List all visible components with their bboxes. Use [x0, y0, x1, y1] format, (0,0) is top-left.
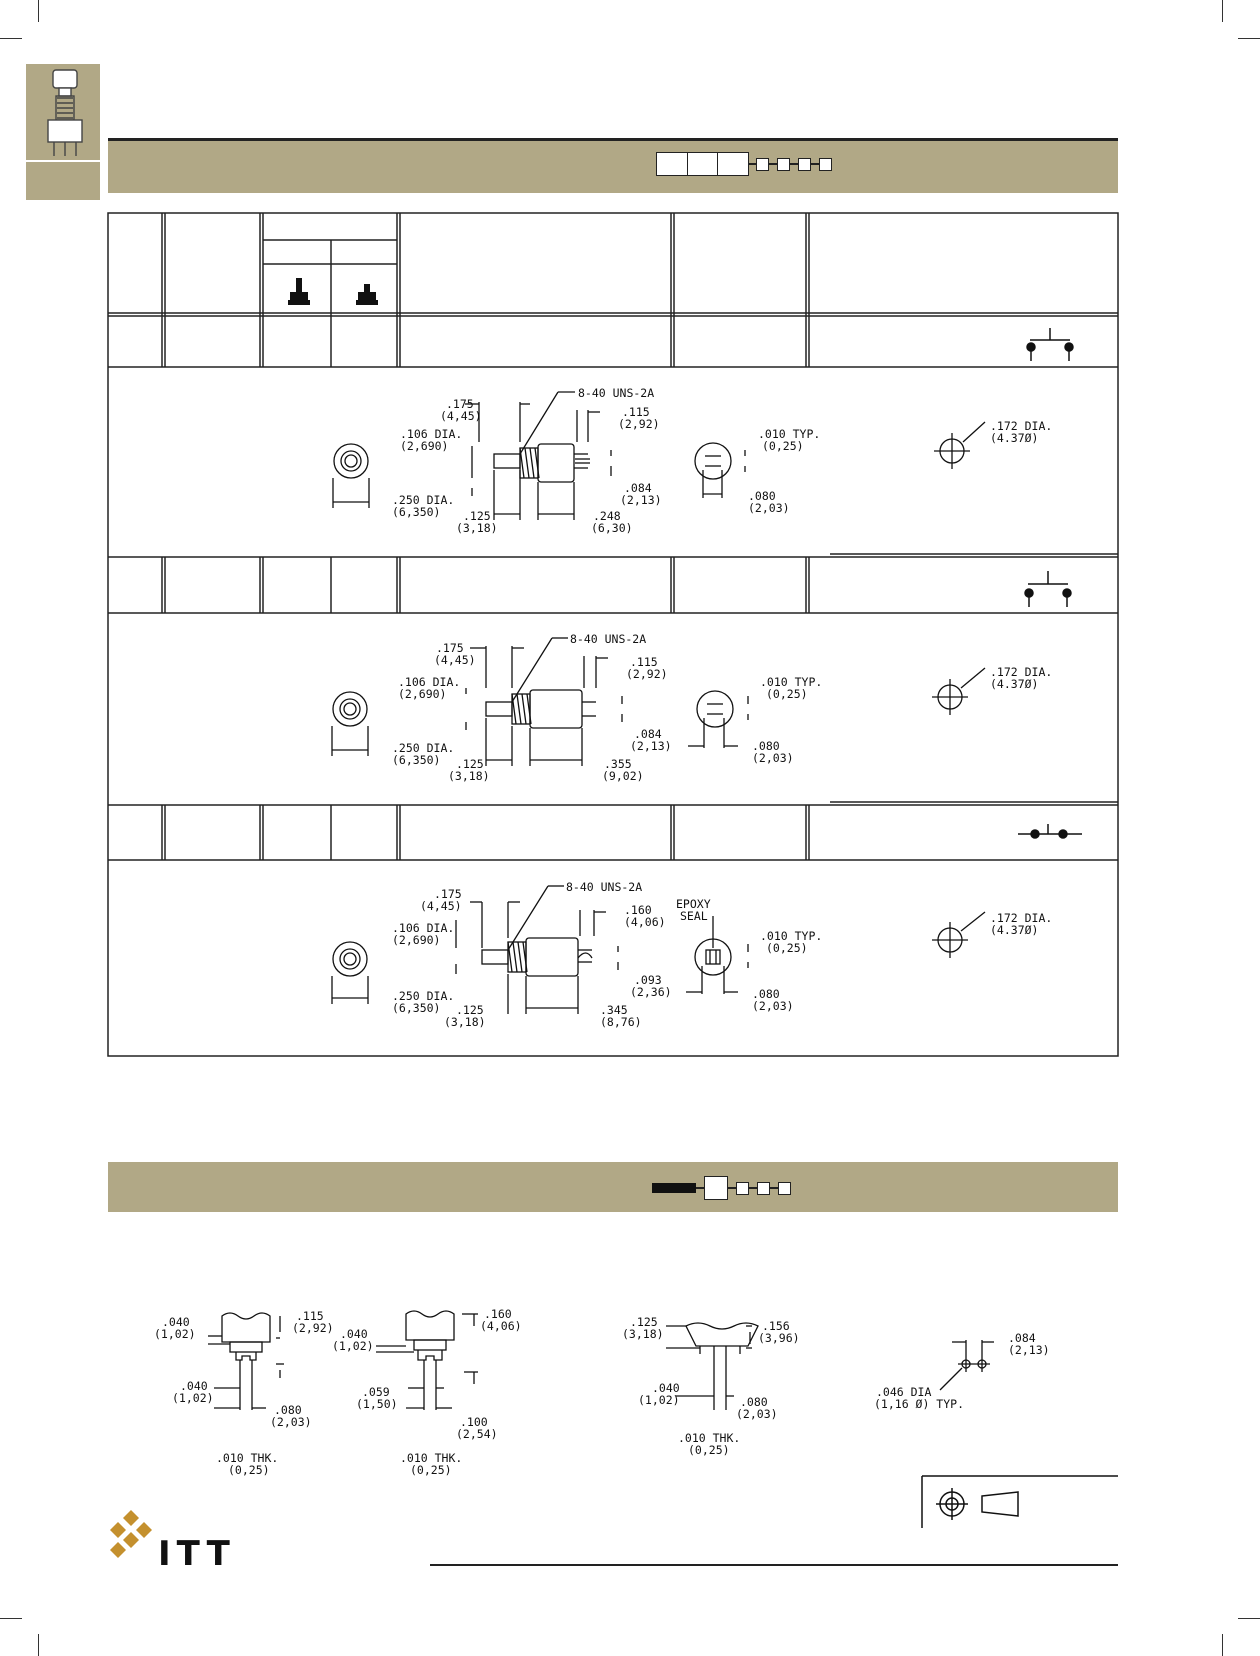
svg-text:(4,45): (4,45) — [440, 409, 482, 423]
svg-text:(2,03): (2,03) — [270, 1415, 312, 1429]
svg-text:.010 TYP.: .010 TYP. — [760, 675, 823, 689]
part-number-code — [652, 1176, 791, 1200]
svg-text:(0,25): (0,25) — [228, 1463, 270, 1477]
svg-text:SEAL: SEAL — [680, 909, 708, 923]
svg-text:(6,350): (6,350) — [392, 753, 441, 767]
svg-text:.046 DIA: .046 DIA — [876, 1385, 932, 1399]
crop-mark — [1222, 1634, 1223, 1656]
svg-text:.106 DIA.: .106 DIA. — [400, 427, 463, 441]
svg-text:.010 TYP.: .010 TYP. — [760, 929, 823, 943]
svg-text:(4,06): (4,06) — [624, 915, 666, 929]
svg-text:(3,18): (3,18) — [444, 1015, 486, 1029]
svg-text:(0,25): (0,25) — [762, 439, 804, 453]
svg-text:(2,13): (2,13) — [1008, 1343, 1050, 1357]
svg-text:.080: .080 — [752, 987, 780, 1001]
svg-text:.040: .040 — [162, 1315, 190, 1329]
svg-text:(3,96): (3,96) — [758, 1331, 800, 1345]
svg-text:.175: .175 — [434, 887, 462, 901]
svg-text:.100: .100 — [460, 1415, 488, 1429]
schematic-symbol-nc — [1018, 824, 1082, 838]
svg-text:(2,03): (2,03) — [752, 999, 794, 1013]
svg-text:(6,30): (6,30) — [591, 521, 633, 535]
svg-text:.080: .080 — [752, 739, 780, 753]
svg-text:(8,76): (8,76) — [600, 1015, 642, 1029]
svg-text:.084: .084 — [1008, 1331, 1036, 1345]
svg-text:.156: .156 — [762, 1319, 790, 1333]
svg-text:(4,06): (4,06) — [480, 1319, 522, 1333]
svg-text:(2,13): (2,13) — [630, 739, 672, 753]
svg-text:EPOXY: EPOXY — [676, 897, 711, 911]
svg-text:(2,92): (2,92) — [292, 1321, 334, 1335]
svg-text:.040: .040 — [180, 1379, 208, 1393]
svg-text:.125: .125 — [456, 1003, 484, 1017]
svg-text:(1,02): (1,02) — [332, 1339, 374, 1353]
svg-text:.175: .175 — [446, 397, 474, 411]
svg-text:(2,03): (2,03) — [748, 501, 790, 515]
svg-text:.115: .115 — [296, 1309, 324, 1323]
dimension-drawing-row1 — [0, 370, 1260, 570]
svg-text:.080: .080 — [274, 1403, 302, 1417]
dimension-drawing-row3 — [0, 862, 1260, 1062]
section-header-band — [108, 1162, 1118, 1212]
svg-text:(1,02): (1,02) — [154, 1327, 196, 1341]
svg-text:(2,36): (2,36) — [630, 985, 672, 999]
svg-text:.175: .175 — [436, 641, 464, 655]
svg-text:(4.37Ø): (4.37Ø) — [990, 677, 1039, 691]
crop-mark — [0, 1618, 22, 1619]
brand-name: ITT — [158, 1534, 236, 1574]
svg-text:(2,690): (2,690) — [400, 439, 449, 453]
svg-text:.059: .059 — [362, 1385, 390, 1399]
svg-text:.172 DIA.: .172 DIA. — [990, 911, 1053, 925]
svg-text:.106 DIA.: .106 DIA. — [392, 921, 455, 935]
svg-text:8-40 UNS-2A: 8-40 UNS-2A — [570, 632, 647, 646]
svg-text:.355: .355 — [604, 757, 632, 771]
svg-text:(2,690): (2,690) — [398, 687, 447, 701]
svg-text:.010 THK.: .010 THK. — [678, 1431, 741, 1445]
svg-text:(6,350): (6,350) — [392, 505, 441, 519]
itt-logo-icon — [108, 1508, 154, 1558]
svg-text:(3,18): (3,18) — [456, 521, 498, 535]
svg-text:.172 DIA.: .172 DIA. — [990, 419, 1053, 433]
schematic-symbol-no — [1027, 328, 1073, 361]
svg-text:.084: .084 — [624, 481, 652, 495]
svg-text:.040: .040 — [652, 1381, 680, 1395]
dimension-drawing-row2 — [0, 614, 1260, 814]
schematic-symbol-no — [1025, 571, 1071, 607]
svg-text:.115: .115 — [622, 405, 650, 419]
svg-text:(0,25): (0,25) — [688, 1443, 730, 1457]
svg-text:.248: .248 — [593, 509, 621, 523]
svg-text:(4,45): (4,45) — [434, 653, 476, 667]
svg-text:(2,92): (2,92) — [618, 417, 660, 431]
svg-text:.250 DIA.: .250 DIA. — [392, 493, 455, 507]
svg-text:.115: .115 — [630, 655, 658, 669]
svg-text:(1,50): (1,50) — [356, 1397, 398, 1411]
svg-text:(4.37Ø): (4.37Ø) — [990, 431, 1039, 445]
crop-mark — [1238, 1618, 1260, 1619]
svg-text:.250 DIA.: .250 DIA. — [392, 989, 455, 1003]
svg-text:(1,16 Ø) TYP.: (1,16 Ø) TYP. — [874, 1397, 965, 1411]
svg-text:(2,54): (2,54) — [456, 1427, 498, 1441]
svg-text:.172 DIA.: .172 DIA. — [990, 665, 1053, 679]
svg-text:.010 THK.: .010 THK. — [216, 1451, 279, 1465]
svg-text:(3,18): (3,18) — [622, 1327, 664, 1341]
svg-text:(6,350): (6,350) — [392, 1001, 441, 1015]
svg-text:.106 DIA.: .106 DIA. — [398, 675, 461, 689]
svg-text:(3,18): (3,18) — [448, 769, 490, 783]
svg-text:.125: .125 — [630, 1315, 658, 1329]
svg-text:.125: .125 — [456, 757, 484, 771]
svg-text:8-40 UNS-2A: 8-40 UNS-2A — [578, 386, 655, 400]
actuator-icon — [356, 284, 378, 305]
crop-mark — [38, 1634, 39, 1656]
svg-text:(0,25): (0,25) — [410, 1463, 452, 1477]
svg-text:8-40 UNS-2A: 8-40 UNS-2A — [566, 880, 643, 894]
svg-text:(2,92): (2,92) — [626, 667, 668, 681]
svg-text:(2,03): (2,03) — [736, 1407, 778, 1421]
svg-text:.040: .040 — [340, 1327, 368, 1341]
actuator-icon — [288, 278, 310, 305]
svg-text:(4,45): (4,45) — [420, 899, 462, 913]
svg-text:.080: .080 — [748, 489, 776, 503]
svg-text:.010 THK.: .010 THK. — [400, 1451, 463, 1465]
svg-text:(1,02): (1,02) — [638, 1393, 680, 1407]
third-angle-projection-symbol — [920, 1474, 1120, 1534]
svg-text:(2,03): (2,03) — [752, 751, 794, 765]
svg-text:.080: .080 — [740, 1395, 768, 1409]
svg-text:.345: .345 — [600, 1003, 628, 1017]
svg-text:.084: .084 — [634, 727, 662, 741]
svg-text:.010 TYP.: .010 TYP. — [758, 427, 821, 441]
svg-text:.160: .160 — [484, 1307, 512, 1321]
svg-text:(0,25): (0,25) — [766, 687, 808, 701]
svg-text:(9,02): (9,02) — [602, 769, 644, 783]
svg-text:.250 DIA.: .250 DIA. — [392, 741, 455, 755]
footer-rule — [430, 1564, 1118, 1566]
svg-text:.125: .125 — [463, 509, 491, 523]
svg-text:(1,02): (1,02) — [172, 1391, 214, 1405]
svg-text:(2,690): (2,690) — [392, 933, 441, 947]
svg-text:(0,25): (0,25) — [766, 941, 808, 955]
svg-text:(4.37Ø): (4.37Ø) — [990, 923, 1039, 937]
svg-text:.093: .093 — [634, 973, 662, 987]
svg-text:(2,13): (2,13) — [620, 493, 662, 507]
svg-text:.160: .160 — [624, 903, 652, 917]
